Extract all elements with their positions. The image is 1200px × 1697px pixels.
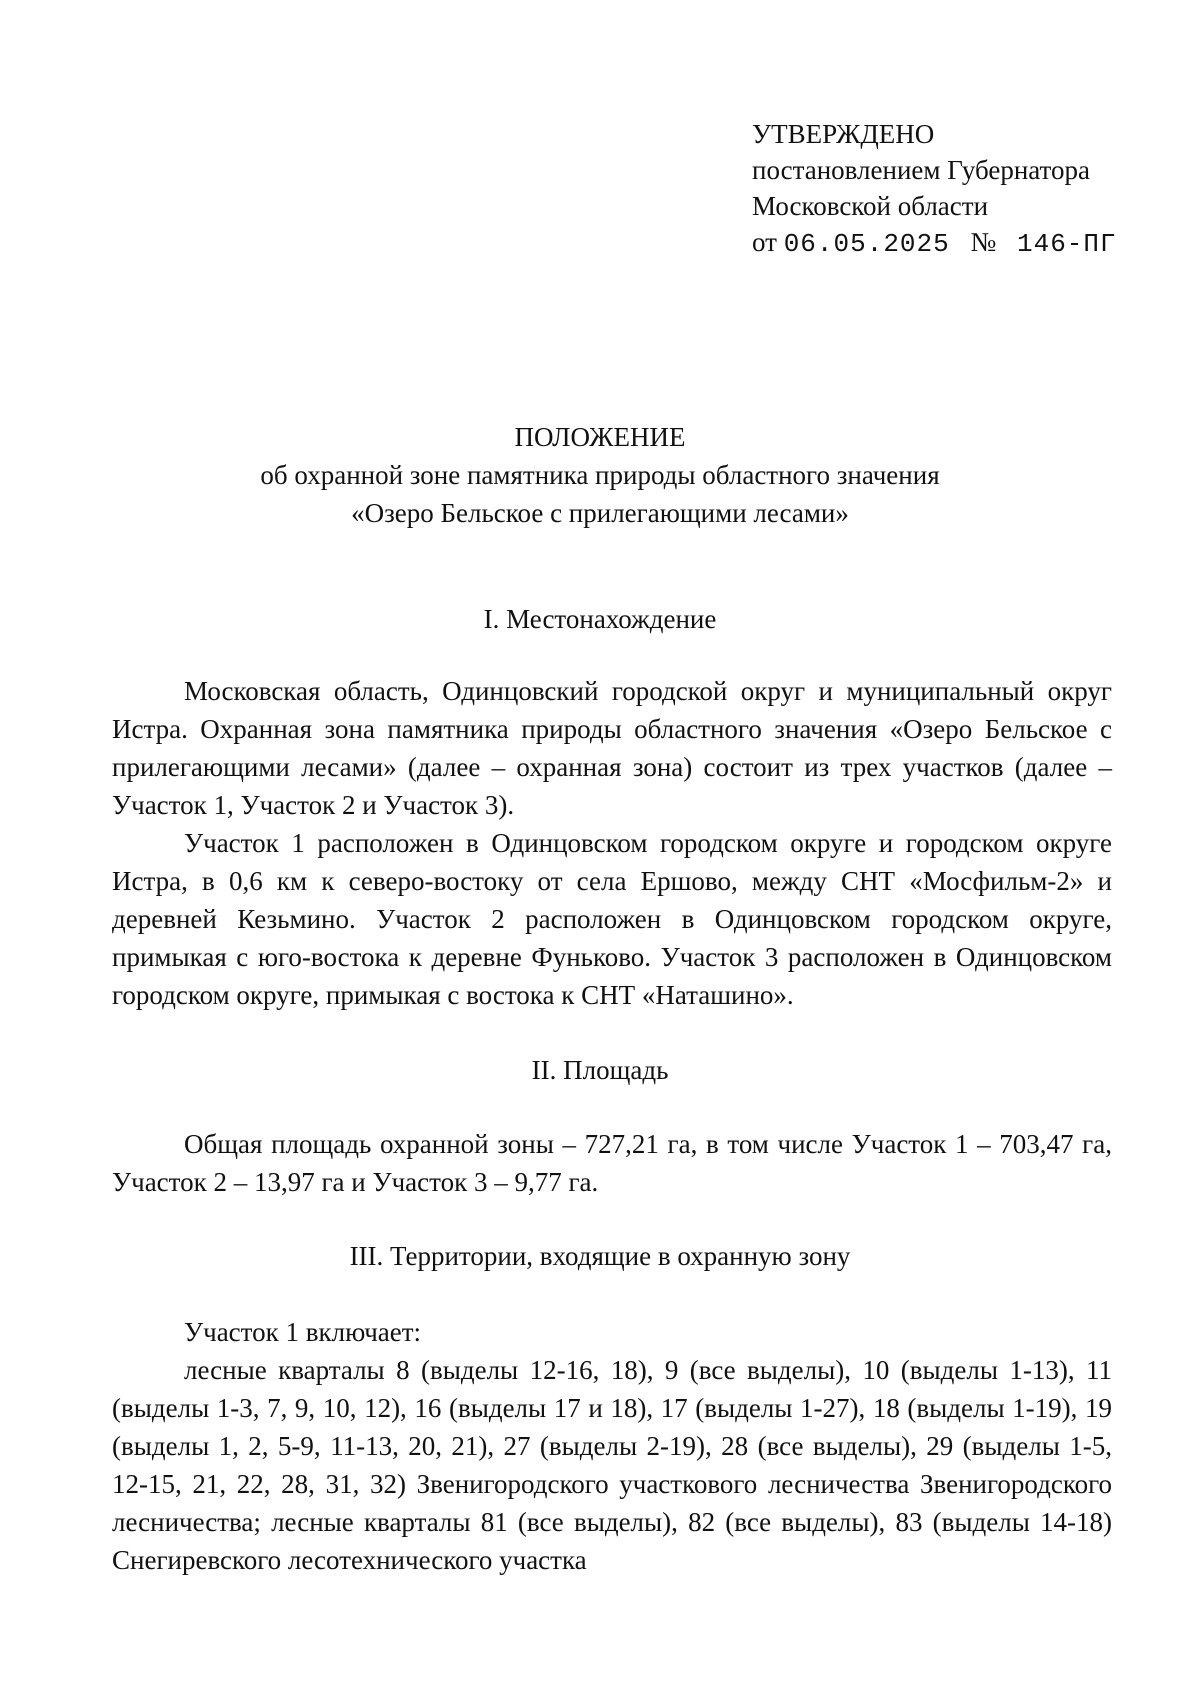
approval-line-governor: постановлением Губернатора: [752, 155, 1090, 185]
approval-stamp: [752, 116, 1117, 262]
section1-heading: I. Местонахождение: [483, 604, 717, 634]
document-subtitle-line2: «Озеро Бельское с прилегающими лесами»: [351, 498, 849, 528]
section3-intro: Участок 1 включает:: [184, 1317, 422, 1347]
document-title-block: [0, 418, 1200, 532]
section1-body: [112, 672, 1112, 1014]
section2-paragraph: Общая площадь охранной зоны – 727,21 га, в том числе Участок 1 – 703,47 га, Участок 2 – 13,97 га и Участок 3 – 9,77 га.: [112, 1129, 1112, 1197]
date-prefix: от: [752, 227, 777, 257]
approval-date-line: [752, 224, 1117, 262]
approval-line-region: Московской области: [752, 191, 989, 221]
section1-paragraph1: Московская область, Одинцовский городской округ и муниципальный округ Истра. Охранная зона памятника природы областного значения «Озеро Бельское с прилегающими лесами» (далее – охранная зона) состоит из трех участков (далее – Участок 1, Участок 2 и Участок 3).: [112, 676, 1112, 820]
section3-body: [112, 1313, 1112, 1579]
section3-heading: III. Территории, входящие в охранную зону: [349, 1241, 851, 1271]
document-title: ПОЛОЖЕНИЕ: [514, 422, 686, 452]
section1-paragraph2: Участок 1 расположен в Одинцовском городском округе и городском округе Истра, в 0,6 км к северо-востоку от села Ершово, между СНТ «Мосфильм-2» и деревней Кезьмино. Участок 2 расположен в Одинцовском городском округе, примыкая с юго-востока к деревне Фуньково. Участок 3 расположен в Одинцовском городском округе, примыкая с востока к СНТ «Наташино».: [112, 828, 1112, 1010]
section2-body: [112, 1125, 1112, 1201]
number-sign: №: [970, 227, 997, 257]
section2-heading: II. Площадь: [531, 1055, 669, 1085]
section3-paragraph: лесные кварталы 8 (выделы 12-16, 18), 9 (все выделы), 10 (выделы 1-13), 11 (выделы 1-3, 7, 9, 10, 12), 16 (выделы 17 и 18), 17 (выделы 1-27), 18 (выделы 1-19), 19 (выделы 1, 2, 5-9, 11-13, 20, 21), 27 (выделы 2-19), 28 (все выделы), 29 (выделы 1-5, 12-15, 21, 22, 28, 31, 32) Звенигородского участкового лесничества Звенигородского лесничества; лесные кварталы 81 (все выделы), 82 (все выделы), 83 (выделы 14-18) Снегиревского лесотехнического участка: [112, 1355, 1112, 1575]
document-subtitle-line1: об охранной зоне памятника природы областного значения: [260, 460, 940, 490]
approval-date: 06.05.2025: [783, 229, 950, 259]
approval-number: 146-ПГ: [1017, 229, 1117, 259]
approved-label: УТВЕРЖДЕНО: [752, 119, 935, 149]
